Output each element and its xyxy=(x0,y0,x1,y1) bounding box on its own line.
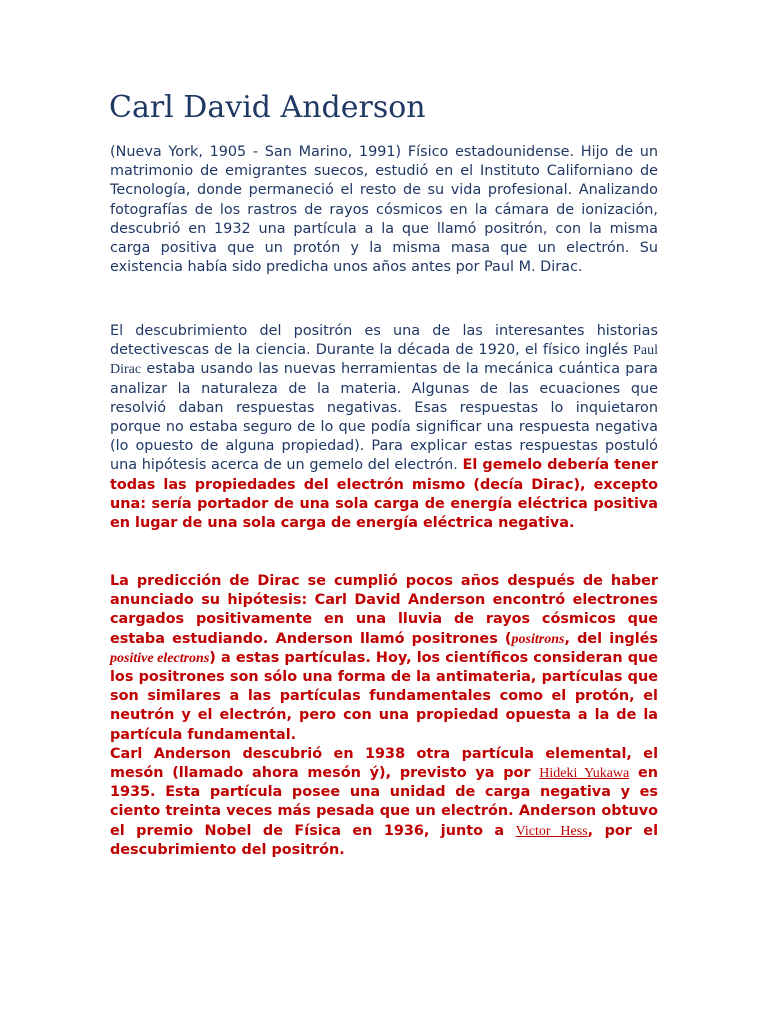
emphasis-text: El gemelo debería tener todas las propiedades del electrón mismo (decía Dirac), excepto una: sería portador de una sola carga de energía eléctrica positiva en lugar de una sola carga de energía eléctrica negativa. xyxy=(110,457,658,532)
hideki-yukawa-link[interactable]: Hideki Yukawa xyxy=(539,766,630,782)
paragraph-text: estaba usando las nuevas herramientas de la mecánica cuántica para analizar la naturaleza de la materia. Algunas de las ecuaciones que resolvió daban respuestas negativas. Esas respuestas lo inquietaron porque no estaba seguro de lo que podía significar una respuesta negativa (lo opuesto de alguna propiedad). Para explicar estas respuestas postuló una hipótesis acerca de un gemelo del electrón. xyxy=(110,361,658,474)
intro-paragraph: (Nueva York, 1905 - San Marino, 1991) Físico estadounidense. Hijo de un matrimonio de emigrantes suecos, estudió en el Instituto Californiano de Tecnología, donde permaneció el resto de su vida profesional. Analizando fotografías de los rastros de rayos cósmicos en la cámara de ionización, descubrió en 1932 una partícula a la que llamó positrón, con la misma carga positiva que un protón y la misma masa que un electrón. Su existencia había sido predicha unos años antes por Paul M. Dirac. xyxy=(110,144,658,276)
paragraph-text: El descubrimiento del positrón es una de las interesantes historias detectivescas de la ciencia. Durante la década de 1920, el físico inglés xyxy=(110,323,658,359)
dirac-prediction-paragraph xyxy=(110,572,658,860)
italic-term-positive-electrons: positive electrons xyxy=(110,650,210,666)
paul-dirac-link[interactable]: Paul Dirac xyxy=(110,343,658,378)
paragraph-text: , por el descubrimiento del positrón. xyxy=(110,822,659,858)
paragraph-text: La predicción de Dirac se cumplió pocos años después de haber anunciado su hipótesis: Carl David Anderson encontró electrones cargados positivamente en una lluvia de rayos cósmicos que estaba estudiando. Anderson llamó positrones ( xyxy=(110,573,658,647)
italic-term-positrons: positrons xyxy=(511,631,565,647)
paragraph-text: , del inglés xyxy=(564,630,658,647)
page-title: Carl David Anderson xyxy=(109,90,426,125)
paragraph-text: en 1935. Esta partícula posee una unidad de carga negativa y es ciento treinta veces más pesada que un electrón. Anderson obtuvo el premio Nobel de Física en 1936, junto a xyxy=(110,765,658,839)
paragraph-text: Carl Anderson descubrió en 1938 otra partícula elemental, el mesón (llamado ahora mesón ý), previsto ya por xyxy=(110,745,658,782)
victor-hess-link[interactable]: Victor Hess xyxy=(515,823,588,839)
paragraph-text: ) a estas partículas. Hoy, los científicos consideran que los positrones son sólo una forma de la antimateria, partículas que son similares a las partículas fundamentales como el protón, el neutrón y el electrón, pero con una propiedad opuesta a la de la partícula fundamental. xyxy=(110,649,658,743)
positron-history-paragraph xyxy=(110,322,658,533)
